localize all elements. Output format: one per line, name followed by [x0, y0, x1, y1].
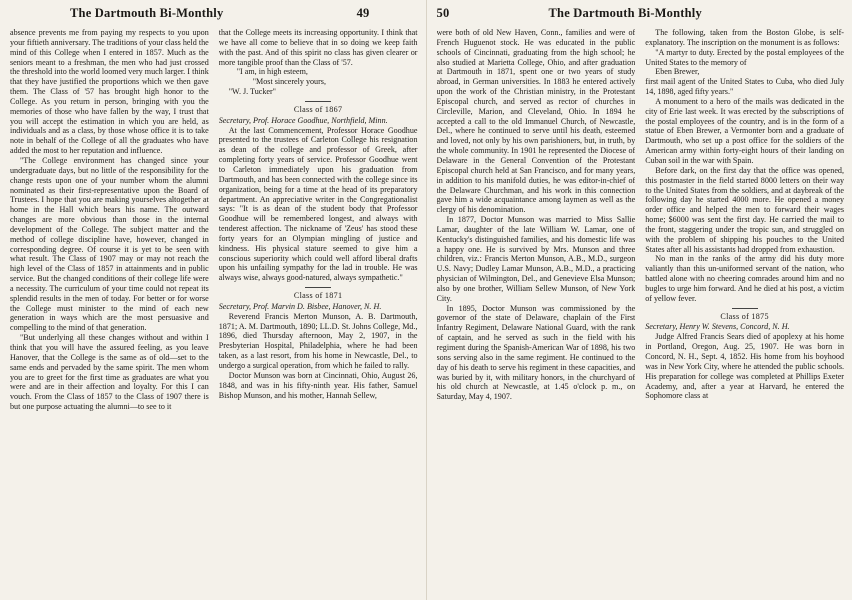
paragraph: No man in the ranks of the army did his duty more valiantly than this un-uniformed servant of the nation, who battled alone with no cheering comrades around him and no bugles to urge him forward. And he died at his post, a victim of yellow fever.: [645, 254, 844, 303]
paragraph: Judge Alfred Francis Sears died of apoplexy at his home in Portland, Oregon, Aug. 25, 1907. He was born in Concord, N. H., Sept. 4, 1852. His home from his boyhood was in New York City, where he attended the public schools. His preparation for college was completed at Phillips Exeter Academy, and, after a year at Harvard, he entered the Sophomore class at: [645, 332, 844, 401]
letter-closing: "I am, in high esteem,: [236, 67, 308, 77]
left-page-columns: [10, 28, 418, 596]
paragraph: Reverend Francis Merton Munson, A. B. Dartmouth, 1871; A. M. Dartmouth, 1890; LL.D. St. Johns College, Md., 1896, died Thursday afternoon, May 2, 1907, in the Presbyterian Hospital, Philadelphia, where he had been taken, as a last resort, from his home in Newcastle, Del., to undergo a surgical operation, from which he failed to rally.: [218, 311, 418, 370]
letter-signature: "W. J. Tucker": [228, 87, 276, 97]
page-number: 49: [356, 6, 370, 20]
paragraph: The following, taken from the Boston Globe, is self-explanatory. The inscription on the monument is as follows:: [645, 28, 844, 47]
class-heading: Class of 1871: [293, 291, 343, 301]
inscription-name: Eben Brewer,: [655, 67, 700, 77]
paragraph: "The College environment has changed since your undergraduate days, but no little of the responsibility for the change rests upon one of your number whom the alumni nominated as their first-representative upon the Board of Trustees. I hope that you are making yourselves altogether at home in the Hall which bears his name. The outward changes are more obvious than those in the internal development of the College. The subject matter and the method of college discipline have, however, changed in corresponding degree. Of course it is yet to be seen with what result. The Class of 1907 may or may not reach the high level of the Class of 1857 in attainments and in public service. But the changed conditions of their college life were a necessity. The curriculum of your time could not repeat its splendid results in the men of today. For better or for worse the College must minister to the mind of each new generation in ways which are the most persuasive and compelling to the mind of that generation.: [10, 155, 209, 333]
paragraph: In 1895, Doctor Munson was commissioned by the governor of the state of Delaware, chaplain of the First Infantry Regiment, Delaware National Guard, with the rank of captain, and he served as such in the field with his regiment during the Spanish-American War of 1898, his two sons serving also in the same regiment. He continued to the day of his death to serve his regiment in these capacities, and was buried by it, with military honors, in the churchyard of his old church at Newcastle, at 1.45 o'clock p. m., on Saturday, May 4, 1907.: [436, 303, 636, 402]
left-column-1: [10, 28, 209, 596]
paragraph: Doctor Munson was born at Cincinnati, Ohio, August 26, 1848, and was in his fifty-ninth year. His father, Samuel Bishop Munson, and his mother, Hannah Sellew,: [218, 370, 418, 400]
right-column-2: [645, 28, 844, 596]
class-heading: Class of 1875: [720, 311, 769, 321]
right-page-columns: [437, 28, 845, 596]
class-heading: Class of 1867: [293, 104, 343, 114]
paragraph: that the College meets its increasing opportunity. I think that we have all come to believe that in so doing we keep faith with the past. And of this spirit no class has given clearer or more tangible proof than the Class of '57.: [218, 28, 418, 67]
section-divider: [305, 287, 331, 288]
paragraph: absence prevents me from paying my respects to you upon your fiftieth anniversary. The traditions of your class held the mind of this College when I entered in 1857. Much as the seniors meant to a freshman, the men who had just crossed the threshold into the world loomed very much larger. I think that they have justified the proportions which we then gave them. The Class of '57 has brought high honor to the College. As you return in person, bringing with you the memories of those who have fallen by the way, I trust that you will accept the estimation in which you are held, as individuals and as a class, by those whose office it is to take note in behalf of the College of all the graduates who have added the most to her reputation and influence.: [10, 28, 209, 156]
class-secretary: Secretary, Henry W. Stevens, Concord, N. H.: [645, 322, 790, 332]
section-divider: [732, 308, 758, 309]
right-page-header: [427, 4, 852, 26]
right-page: [427, 0, 852, 600]
inscription-text: "A martyr to duty. Erected by the postal employees of the United States to the memory of: [645, 47, 844, 67]
inscription-text: first mail agent of the United States to Cuba, who died July 14, 1898, aged fifty years.": [645, 77, 844, 97]
class-secretary: Secretary, Prof. Marvin D. Bisbee, Hanover, N. H.: [218, 301, 382, 311]
paragraph: Before dark, on the first day that the office was opened, this postmaster in the field started 8000 letters on their way to the United States from the soldiers, and at daybreak of the following day he started 4000 more. He opened a money order office and helped the men to forward their wages home; $6000 was sent the first day. He carried the mail to the front, staggering under the tropic sun, and struggled on with the problem of shipping his pouches to the United States after all his assistants had dropped from exhaustion.: [645, 165, 844, 254]
class-secretary: Secretary, Prof. Horace Goodhue, Northfield, Minn.: [218, 115, 388, 125]
paragraph: In 1877, Doctor Munson was married to Miss Sallie Lamar, daughter of the late William W. Lamar, one of Kentucky's distinguished families, and his domestic life was a happy one. He is survived by Mrs. Munson and three children, viz.: Francis Merton Munson, A.B., M.D., surgeon U.S. Navy; Dudley Lamar Munson, A.B., M.D., a practicing physician of Wilmington, Del., and Genevieve Elsa Munson; also by one brother, William Sellew Munson, of New York City.: [436, 215, 636, 303]
section-divider: [305, 101, 331, 102]
running-title: The Dartmouth Bi-Monthly: [70, 6, 224, 20]
paragraph: At the last Commencement, Professor Horace Goodhue presented to the trustees of Carleton College his resignation as dean of the college and professor of Greek, after completing forty years of service. Professor Goodhue went to Carleton immediately upon his graduation from Dartmouth, and has been connected with the college since its organization, being for a time at the head of its preparatory department. An appreciative writer in the Congregationalist says: "It is as dean of the student body that Professor Goodhue will be remembered longest, and always with tenderest affection. The nickname of 'Zeus' has stood these forty years for an Olympian mingling of justice and kindness. His physical stature seemed to give him a conscious superiority which could well afford liberal drafts upon his unfailing sympathy for the lad in trouble. He was always wise, always good-natured, always sympathetic.": [218, 125, 418, 283]
left-column-2: [219, 28, 418, 596]
left-page-header: [0, 4, 426, 26]
page-number: 50: [436, 6, 450, 20]
paragraph: were both of old New Haven, Conn., families and were of French Huguenot stock. He was educated in the public schools of Cincinnati, graduating from the high school; he also studied at Marietta College, Ohio, and after graduation at Dartmouth in 1871, spent one or two years of study abroad, in German universities. In 1883 he entered actively upon the work of the Christian ministry, in the Protestant Episcopal church, and served as rector of churches in Circleville, Marion, and Cleveland, Ohio. In 1894 he accepted a call to the old Immanuel Church, of Newcastle, Del., where he continued to serve until his death, esteemed and loved, not only by his own parishioners, but, in truth, by the whole community. In 1901 he represented the Diocese of Delaware in the General Convention of the Protestant Episcopal church held at San Francisco, and for many years, in addition to his manifold duties, he was editor-in-chief of the Delaware Churchman, and his work in this connection gave him a wide acquaintance among laymen as well as the clergy of his denomination.: [436, 28, 636, 215]
paragraph: "But underlying all these changes without and within I think that you will have the assured feeling, as you leave Hanover, that the College is the same as of old—set to the same ends and pervaded by the same spirit. The men whom you are to greet for the first time as graduates are what you were and are in their affection and loyalty. For this I can vouch. From the Class of 1857 to the Class of 1907 there is but one purpose actuating the alumni—to see to it: [10, 333, 209, 412]
letter-closing: "Most sincerely yours,: [252, 77, 326, 87]
running-title: The Dartmouth Bi-Monthly: [548, 6, 702, 20]
paragraph: A monument to a hero of the mails was dedicated in the city of Erie last week. It was erected by the subscriptions of the postal employees of the country, and is in the form of a statue of Eben Brewer, a Vermonter born and a graduate of Dartmouth, who set up a post office for the soldiers of the American army within forty-eight hours of their landing on Cuban soil in the war with Spain.: [645, 96, 844, 165]
right-column-1: [437, 28, 636, 596]
